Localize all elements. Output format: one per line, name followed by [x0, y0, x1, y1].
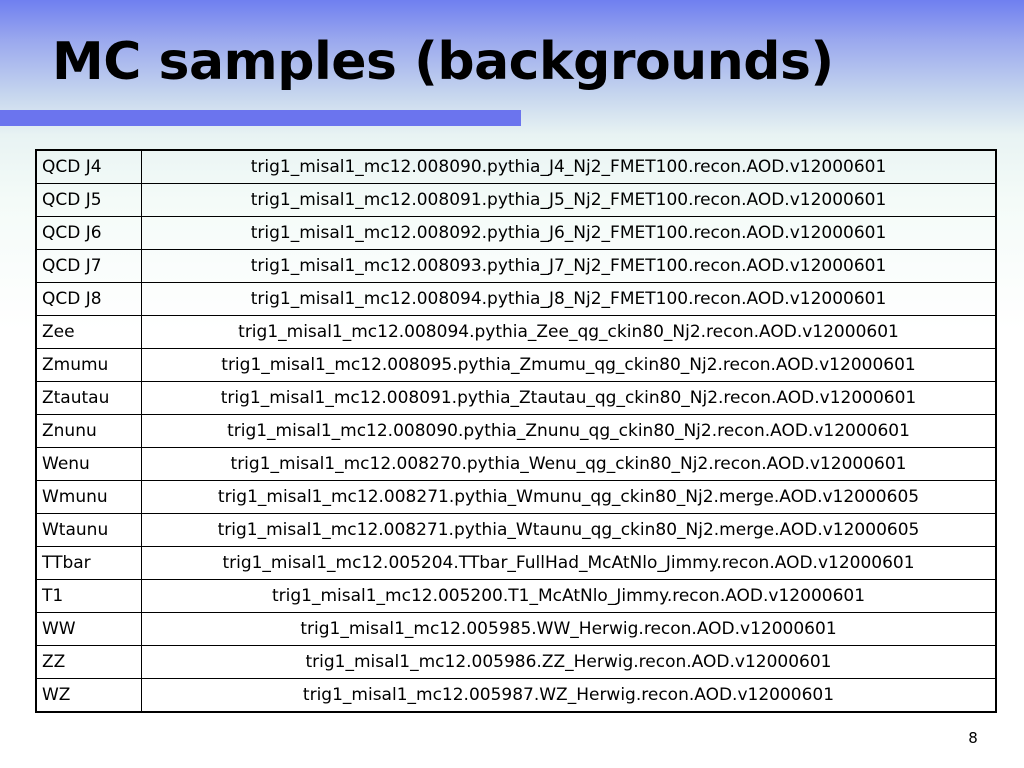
sample-name-cell: Wmunu	[36, 481, 142, 514]
dataset-name-cell: trig1_misal1_mc12.008093.pythia_J7_Nj2_FMET100.recon.AOD.v12000601	[142, 250, 997, 283]
sample-name-cell: QCD J5	[36, 184, 142, 217]
table-row	[36, 514, 996, 547]
sample-name-cell: Znunu	[36, 415, 142, 448]
sample-name-cell: TTbar	[36, 547, 142, 580]
table-row	[36, 481, 996, 514]
sample-name-cell: T1	[36, 580, 142, 613]
mc-samples-table	[35, 149, 997, 713]
dataset-name-cell: trig1_misal1_mc12.005985.WW_Herwig.recon.AOD.v12000601	[142, 613, 997, 646]
sample-name-cell: QCD J6	[36, 217, 142, 250]
dataset-name-cell: trig1_misal1_mc12.008271.pythia_Wtaunu_qg_ckin80_Nj2.merge.AOD.v12000605	[142, 514, 997, 547]
table-row	[36, 415, 996, 448]
sample-name-cell: QCD J8	[36, 283, 142, 316]
table-row	[36, 150, 996, 184]
dataset-name-cell: trig1_misal1_mc12.008090.pythia_J4_Nj2_FMET100.recon.AOD.v12000601	[142, 150, 997, 184]
dataset-name-cell: trig1_misal1_mc12.008271.pythia_Wmunu_qg_ckin80_Nj2.merge.AOD.v12000605	[142, 481, 997, 514]
sample-name-cell: QCD J7	[36, 250, 142, 283]
slide-title: MC samples (backgrounds)	[52, 32, 834, 92]
table-row	[36, 283, 996, 316]
dataset-name-cell: trig1_misal1_mc12.008092.pythia_J6_Nj2_FMET100.recon.AOD.v12000601	[142, 217, 997, 250]
dataset-name-cell: trig1_misal1_mc12.008091.pythia_J5_Nj2_FMET100.recon.AOD.v12000601	[142, 184, 997, 217]
table-row	[36, 316, 996, 349]
title-underline-bar	[0, 110, 521, 126]
dataset-name-cell: trig1_misal1_mc12.005204.TTbar_FullHad_McAtNlo_Jimmy.recon.AOD.v12000601	[142, 547, 997, 580]
sample-name-cell: QCD J4	[36, 150, 142, 184]
page-number: 8	[968, 729, 978, 747]
dataset-name-cell: trig1_misal1_mc12.008094.pythia_Zee_qg_ckin80_Nj2.recon.AOD.v12000601	[142, 316, 997, 349]
dataset-name-cell: trig1_misal1_mc12.008094.pythia_J8_Nj2_FMET100.recon.AOD.v12000601	[142, 283, 997, 316]
table-row	[36, 217, 996, 250]
table-row	[36, 448, 996, 481]
sample-name-cell: Ztautau	[36, 382, 142, 415]
table-row	[36, 547, 996, 580]
table-row	[36, 580, 996, 613]
table-row	[36, 382, 996, 415]
table-row	[36, 679, 996, 713]
sample-name-cell: WW	[36, 613, 142, 646]
sample-name-cell: WZ	[36, 679, 142, 713]
sample-name-cell: Zee	[36, 316, 142, 349]
dataset-name-cell: trig1_misal1_mc12.005987.WZ_Herwig.recon.AOD.v12000601	[142, 679, 997, 713]
dataset-name-cell: trig1_misal1_mc12.008095.pythia_Zmumu_qg_ckin80_Nj2.recon.AOD.v12000601	[142, 349, 997, 382]
dataset-name-cell: trig1_misal1_mc12.008091.pythia_Ztautau_qg_ckin80_Nj2.recon.AOD.v12000601	[142, 382, 997, 415]
sample-name-cell: Wenu	[36, 448, 142, 481]
table-row	[36, 646, 996, 679]
table-row	[36, 349, 996, 382]
dataset-name-cell: trig1_misal1_mc12.005200.T1_McAtNlo_Jimmy.recon.AOD.v12000601	[142, 580, 997, 613]
sample-name-cell: ZZ	[36, 646, 142, 679]
table-row	[36, 184, 996, 217]
mc-samples-table-body	[36, 150, 996, 712]
table-row	[36, 250, 996, 283]
sample-name-cell: Wtaunu	[36, 514, 142, 547]
table-row	[36, 613, 996, 646]
sample-name-cell: Zmumu	[36, 349, 142, 382]
dataset-name-cell: trig1_misal1_mc12.008270.pythia_Wenu_qg_ckin80_Nj2.recon.AOD.v12000601	[142, 448, 997, 481]
dataset-name-cell: trig1_misal1_mc12.005986.ZZ_Herwig.recon.AOD.v12000601	[142, 646, 997, 679]
dataset-name-cell: trig1_misal1_mc12.008090.pythia_Znunu_qg_ckin80_Nj2.recon.AOD.v12000601	[142, 415, 997, 448]
